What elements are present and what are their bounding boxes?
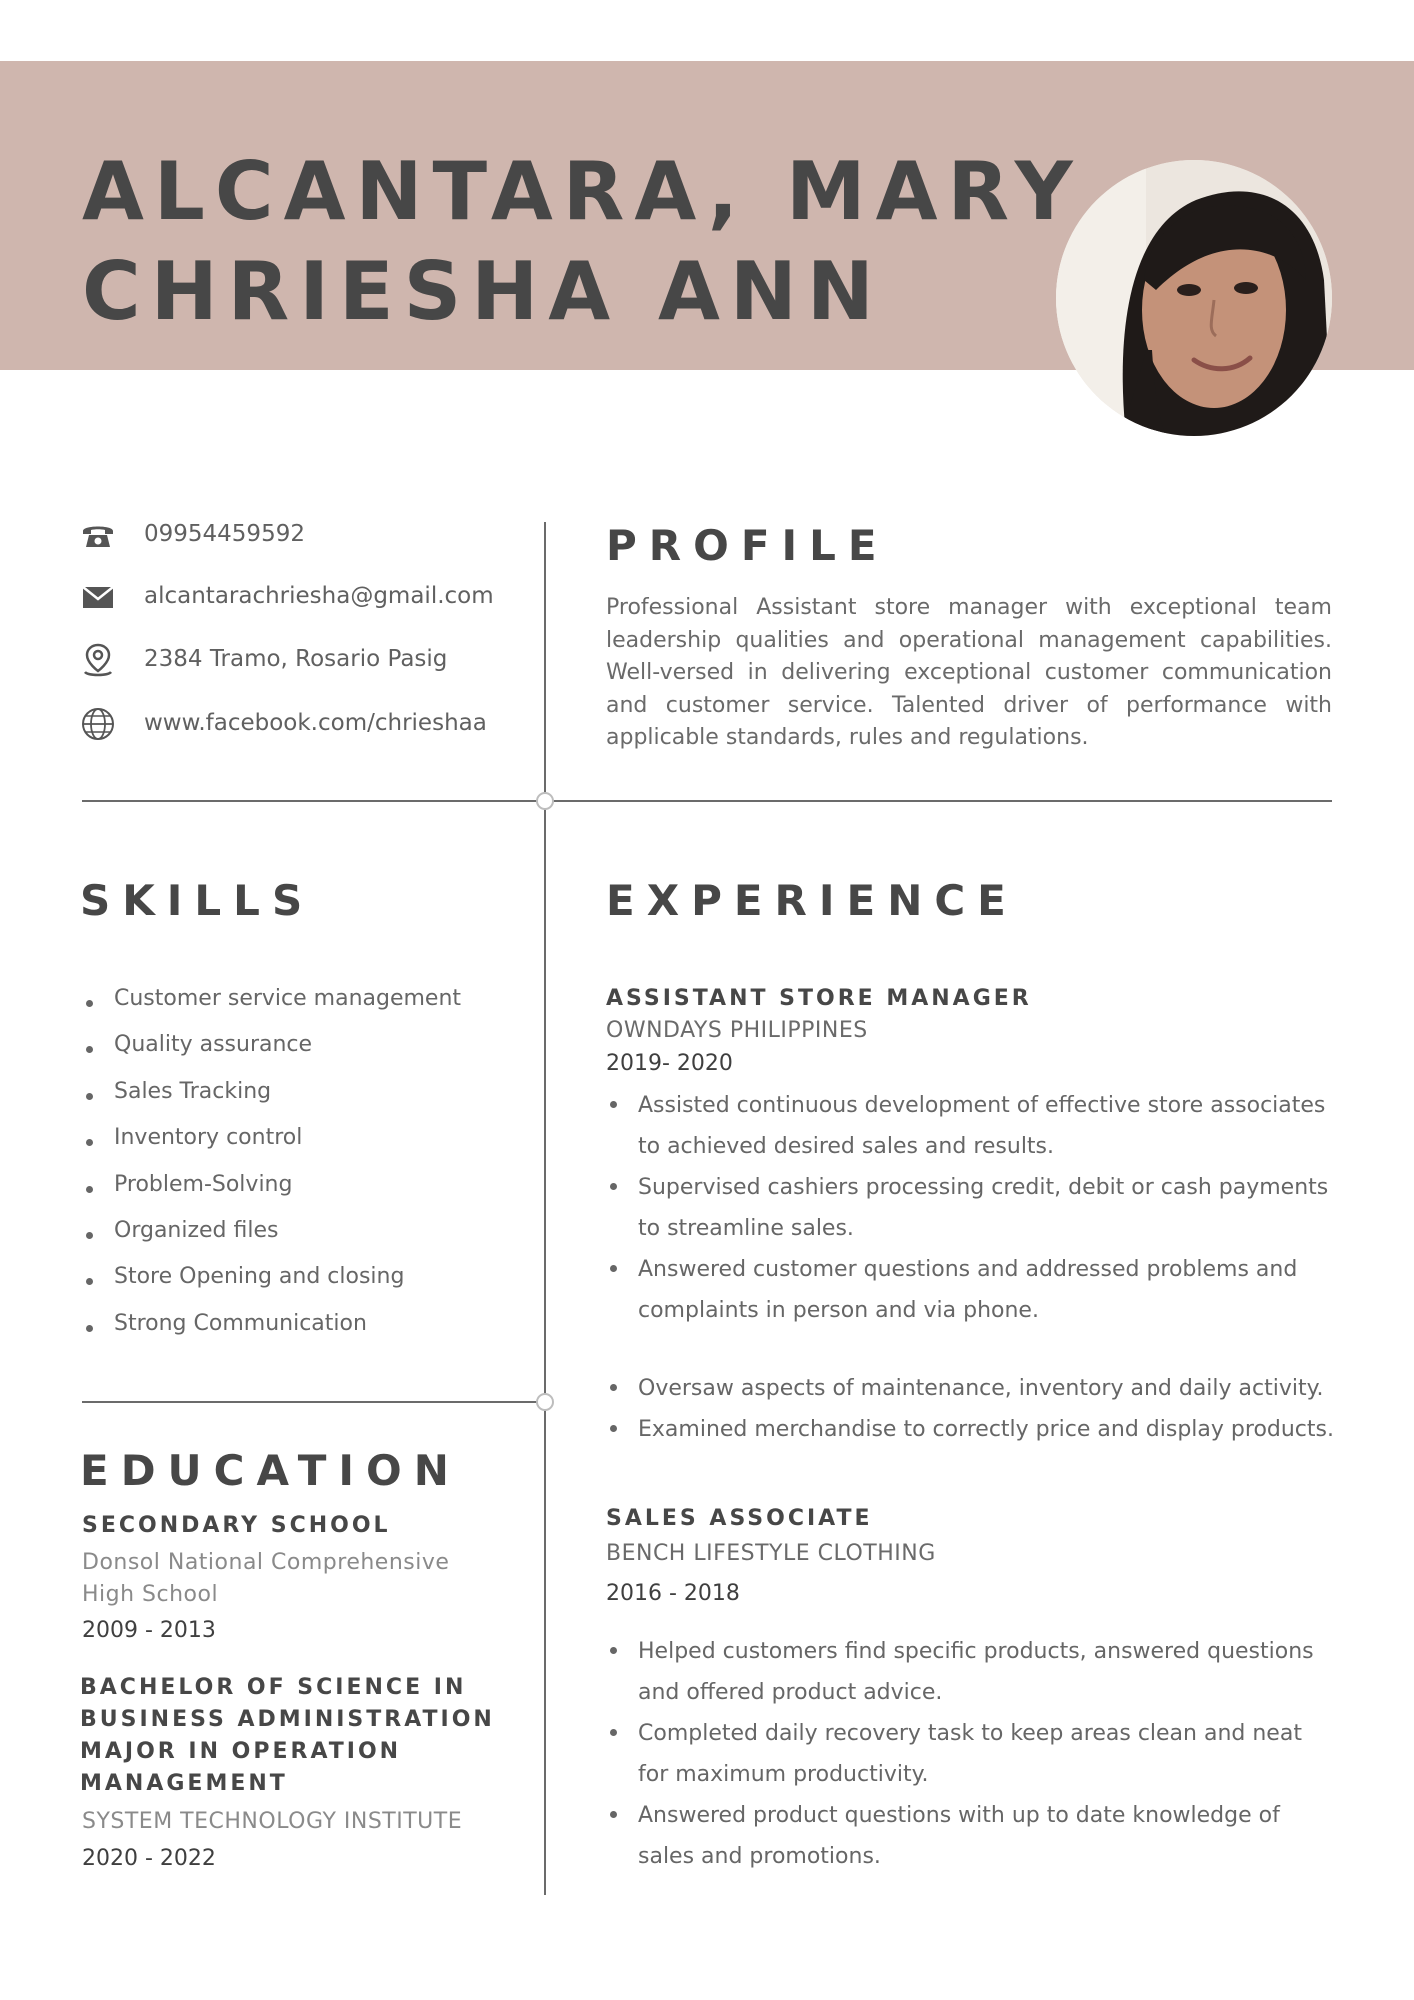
horizontal-divider-left — [82, 1401, 544, 1403]
email-address[interactable]: alcantarachriesha@gmail.com — [144, 583, 494, 609]
phone-icon — [80, 517, 116, 553]
duty-item: Oversaw aspects of maintenance, inventory and daily activity. — [606, 1368, 1336, 1409]
edu-degree-2: BACHELOR OF SCIENCE IN BUSINESS ADMINISTRATION MAJOR IN OPERATION MANAGEMENT — [80, 1675, 495, 1796]
skill-item: Customer service management — [82, 984, 461, 1030]
skill-item: Inventory control — [82, 1123, 461, 1169]
skill-item: Organized files — [82, 1216, 461, 1262]
skills-title: SKILLS — [80, 876, 315, 925]
profile-title: PROFILE — [606, 521, 889, 570]
contact-email — [80, 577, 540, 617]
profile-summary: Professional Assistant store manager with exceptional team leadership qualities and operational management capabilities. Well-versed in delivering exceptional customer communication and customer service. Talented driver of performance with applicable standards, rules and regulations. — [606, 595, 1332, 750]
job-duties-1-continued — [606, 1368, 1336, 1450]
divider-node-top — [536, 792, 554, 810]
profile-photo — [1056, 160, 1332, 436]
job-company-2: BENCH LIFESTYLE CLOTHING — [606, 1541, 936, 1566]
street-address: 2384 Tramo, Rosario Pasig — [144, 646, 448, 672]
contact-website — [80, 704, 540, 744]
job-company-1: OWNDAYS PHILIPPINES — [606, 1018, 868, 1043]
edu-years-1: 2009 - 2013 — [82, 1618, 216, 1643]
experience-title: EXPERIENCE — [606, 876, 1018, 925]
job-title-2: SALES ASSOCIATE — [606, 1506, 873, 1531]
duty-item: Completed daily recovery task to keep areas clean and neat for maximum productivity. — [606, 1713, 1336, 1795]
duty-item: Helped customers find specific products, answered questions and offered product advice. — [606, 1631, 1336, 1713]
duty-item: Examined merchandise to correctly price and display products. — [606, 1409, 1336, 1450]
job-duties-2 — [606, 1631, 1336, 1877]
name-line-1: ALCANTARA, MARY — [82, 145, 1083, 238]
name-line-2: CHRIESHA ANN — [82, 245, 884, 338]
contact-phone — [80, 515, 540, 555]
skill-item: Quality assurance — [82, 1030, 461, 1076]
envelope-icon — [80, 579, 116, 615]
divider-node-bottom — [536, 1393, 554, 1411]
portrait-image — [1056, 160, 1332, 436]
contact-address — [80, 640, 540, 680]
job-duties-1 — [606, 1085, 1336, 1331]
edu-degree-1: SECONDARY SCHOOL — [82, 1513, 391, 1538]
duty-item: Answered customer questions and addressed problems and complaints in person and via phone. — [606, 1249, 1336, 1331]
vertical-divider — [544, 522, 546, 1895]
globe-icon — [80, 706, 116, 742]
duty-item: Assisted continuous development of effective store associates to achieved desired sales and results. — [606, 1085, 1336, 1167]
skill-item: Store Opening and closing — [82, 1262, 461, 1308]
job-title-1: ASSISTANT STORE MANAGER — [606, 986, 1032, 1011]
job-years-2: 2016 - 2018 — [606, 1581, 740, 1606]
location-pin-icon — [80, 642, 116, 678]
education-title: EDUCATION — [80, 1446, 461, 1495]
skill-item: Problem-Solving — [82, 1170, 461, 1216]
edu-school-1: Donsol National Comprehensive High School — [82, 1550, 450, 1607]
edu-years-2: 2020 - 2022 — [82, 1846, 216, 1871]
duty-item: Supervised cashiers processing credit, debit or cash payments to streamline sales. — [606, 1167, 1336, 1249]
duty-item: Answered product questions with up to date knowledge of sales and promotions. — [606, 1795, 1336, 1877]
edu-school-2: SYSTEM TECHNOLOGY INSTITUTE — [82, 1809, 463, 1834]
skill-item: Strong Communication — [82, 1309, 461, 1355]
phone-number[interactable]: 09954459592 — [144, 521, 305, 547]
website-link[interactable]: www.facebook.com/chrieshaa — [144, 710, 487, 736]
horizontal-divider-top — [82, 800, 1332, 802]
skills-list — [82, 984, 461, 1355]
skill-item: Sales Tracking — [82, 1077, 461, 1123]
job-years-1: 2019- 2020 — [606, 1051, 733, 1076]
